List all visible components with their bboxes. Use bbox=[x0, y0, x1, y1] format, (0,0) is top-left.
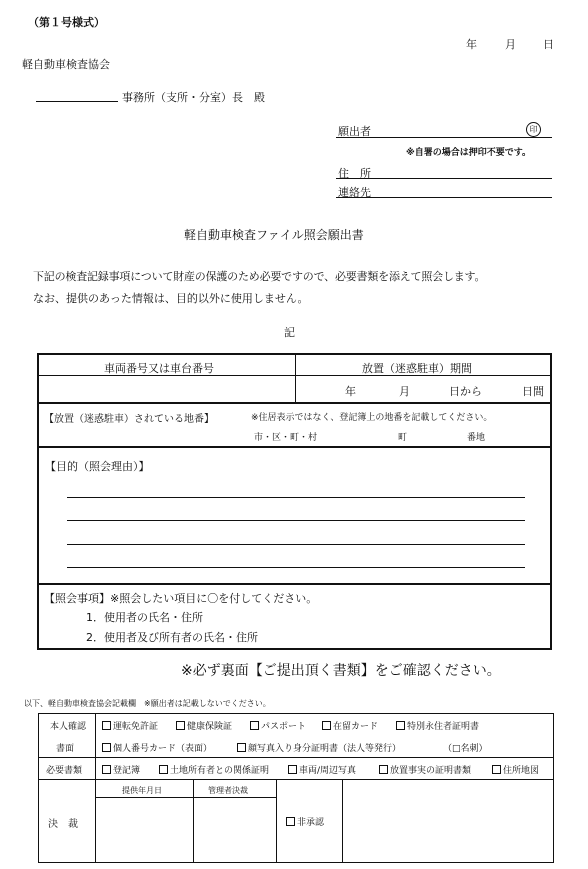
purpose-label: 【目的（照会理由）】 bbox=[45, 460, 150, 473]
location-label: 【放置（迷惑駐車）されている地番】 bbox=[44, 414, 214, 425]
date-day-label: 日 bbox=[543, 38, 554, 51]
purpose-line[interactable] bbox=[67, 497, 525, 498]
id-check-label-1: 本人確認 bbox=[50, 722, 87, 732]
period-header: 放置（迷惑駐車）期間 bbox=[362, 362, 472, 375]
intro-line-1: 下記の検査記録事項について財産の保護のため必要ですので、必要書類を添えて照会します。 bbox=[33, 270, 486, 283]
period-year-label: 年 bbox=[345, 385, 356, 398]
purpose-line[interactable] bbox=[67, 520, 525, 521]
applicant-label: 願出者 bbox=[338, 125, 371, 138]
contact-label: 連絡先 bbox=[338, 186, 371, 199]
office-addressee: 事務所（支所・分室）長 殿 bbox=[122, 91, 265, 104]
provided-date-label: 提供年月日 bbox=[122, 786, 162, 795]
location-town-label: 町 bbox=[398, 433, 408, 443]
checkbox-health-insurance[interactable]: 健康保険証 bbox=[176, 719, 232, 732]
location-city-label: 市・区・町・村 bbox=[254, 433, 318, 443]
column-divider bbox=[193, 780, 194, 862]
office-name-blank[interactable] bbox=[36, 101, 118, 102]
purpose-line[interactable] bbox=[67, 567, 525, 568]
manager-approval-label: 管理者決裁 bbox=[208, 786, 248, 795]
manager-approval-field[interactable] bbox=[195, 799, 275, 861]
vehicle-number-header: 車両番号又は車台番号 bbox=[104, 362, 214, 375]
row-divider bbox=[38, 583, 551, 585]
ki-label: 記 bbox=[284, 326, 295, 339]
location-note: ※住居表示ではなく、登記簿上の地番を記載してください。 bbox=[251, 413, 493, 423]
checkbox-residence-card[interactable]: 在留カード bbox=[322, 719, 378, 732]
checkbox-land-owner-relation[interactable]: 土地所有者との関係証明 bbox=[159, 763, 269, 776]
address-label: 住 所 bbox=[338, 167, 371, 180]
purpose-line[interactable] bbox=[67, 544, 525, 545]
document-title: 軽自動車検査ファイル照会願出書 bbox=[184, 228, 364, 242]
column-divider bbox=[342, 780, 343, 862]
notice-text: ※必ず裏面【ご提出頂く書類】をご確認ください。 bbox=[181, 663, 501, 679]
period-month-label: 月 bbox=[399, 385, 410, 398]
date-year-label: 年 bbox=[466, 38, 477, 51]
checkbox-drivers-license[interactable]: 運転免許証 bbox=[102, 719, 158, 732]
row-divider bbox=[38, 402, 551, 404]
id-check-label-2: 書面 bbox=[56, 744, 75, 754]
contact-line[interactable] bbox=[336, 197, 552, 198]
required-docs-label: 必要書類 bbox=[46, 766, 83, 776]
provided-date-field[interactable] bbox=[97, 799, 192, 861]
row-divider bbox=[38, 446, 551, 448]
checkbox-vehicle-photo[interactable]: 車両/周辺写真 bbox=[288, 763, 356, 776]
checkbox-abandonment-proof[interactable]: 放置事実の証明書類 bbox=[379, 763, 471, 776]
period-from-label: 日から bbox=[449, 385, 482, 398]
column-divider bbox=[295, 354, 296, 403]
row-divider bbox=[39, 779, 553, 780]
inquiry-item-2[interactable]: 2．使用者及び所有者の氏名・住所 bbox=[86, 631, 258, 644]
decision-label: 決 裁 bbox=[48, 819, 78, 830]
checkbox-passport[interactable]: パスポート bbox=[250, 719, 306, 732]
checkbox-special-permanent[interactable]: 特別永住者証明書 bbox=[396, 719, 479, 732]
vehicle-number-input[interactable] bbox=[40, 377, 293, 401]
column-divider bbox=[276, 780, 277, 862]
location-lot-label: 番地 bbox=[467, 433, 486, 443]
checkbox-not-approved[interactable]: 非承認 bbox=[286, 815, 324, 828]
date-month-label: 月 bbox=[505, 38, 516, 51]
intro-line-2: なお、提供のあった情報は、目的以外に使用しません。 bbox=[33, 292, 309, 305]
inquiry-item-1[interactable]: 1．使用者の氏名・住所 bbox=[86, 611, 203, 624]
checkbox-address-map[interactable]: 住所地図 bbox=[492, 763, 539, 776]
organization-name: 軽自動車検査協会 bbox=[22, 58, 110, 71]
business-card-option[interactable]: （□名刺） bbox=[443, 744, 488, 754]
column-divider bbox=[95, 714, 96, 862]
row-divider bbox=[39, 757, 553, 758]
applicant-name-line[interactable] bbox=[336, 137, 552, 138]
seal-note: ※自署の場合は押印不要です。 bbox=[406, 148, 532, 158]
checkbox-registry[interactable]: 登記簿 bbox=[102, 763, 140, 776]
inquiry-label: 【照会事項】※照会したい項目に〇を付してください。 bbox=[44, 592, 318, 605]
period-days-label: 日間 bbox=[522, 385, 544, 398]
address-line[interactable] bbox=[336, 178, 552, 179]
form-number: （第１号様式） bbox=[28, 16, 105, 29]
checkbox-my-number-card[interactable]: 個人番号カード（表面） bbox=[102, 741, 212, 754]
row-divider bbox=[96, 797, 276, 798]
office-use-caption: 以下、軽自動車検査協会記載欄 ※願出者は記載しないでください。 bbox=[24, 699, 271, 708]
seal-mark: 印 bbox=[526, 122, 541, 137]
checkbox-photo-id[interactable]: 顔写真入り身分証明書（法人等発行） bbox=[237, 741, 401, 754]
